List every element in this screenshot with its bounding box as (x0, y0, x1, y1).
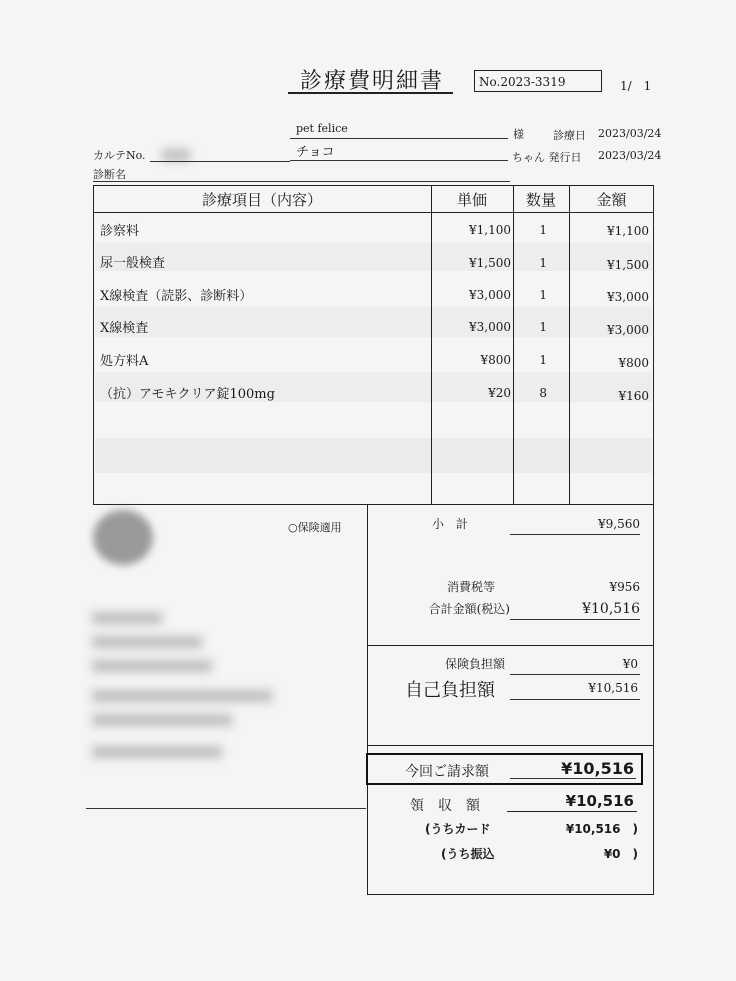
received-underline (507, 811, 637, 812)
received-label: 領 収 額 (410, 798, 480, 814)
received-value: ¥10,516 (565, 792, 634, 810)
column-header-item: 診療項目（内容） (201, 191, 322, 209)
insurance-label: 保険負担額 (444, 657, 505, 671)
row-item: X線検査 (100, 321, 149, 336)
diagnosis-label: 診断名 (93, 168, 126, 181)
row-price: ¥20 (488, 386, 511, 400)
summary-divider (367, 745, 654, 746)
clinic-info-redacted (92, 714, 232, 726)
signature-line (86, 808, 366, 809)
sama-label: 様 (513, 128, 524, 141)
row-amount: ¥3,000 (607, 290, 649, 304)
row-item: 処方料A (100, 354, 149, 369)
karte-number-redacted (162, 149, 190, 161)
row-qty: 1 (539, 223, 547, 237)
clinic-stamp-redacted (93, 510, 153, 565)
clinic-info-redacted (92, 660, 212, 672)
self-pay-value: ¥10,516 (588, 681, 638, 695)
exam-date-label: 診療日 (553, 129, 586, 142)
column-header-price: 単価 (456, 191, 487, 209)
chan-issue-label: ちゃん 発行日 (512, 151, 582, 164)
row-amount: ¥1,100 (607, 224, 649, 238)
document-title: 診療費明細書 (300, 69, 445, 94)
row-price: ¥3,000 (469, 320, 511, 334)
row-item: 診察料 (100, 224, 140, 239)
diagnosis-underline (93, 181, 510, 182)
bill-underline (510, 778, 636, 779)
page-number: 1/ 1 (620, 79, 652, 93)
row-qty: 1 (539, 288, 547, 302)
title-underline (288, 92, 453, 94)
row-item: X線検査（読影、診断料） (100, 289, 253, 304)
row-amount: ¥160 (618, 389, 649, 403)
row-amount: ¥1,500 (607, 258, 649, 272)
clinic-info-redacted (92, 636, 202, 648)
row-qty: 1 (539, 320, 547, 334)
insurance-underline (510, 674, 640, 675)
subtotal-value: ¥9,560 (598, 517, 640, 531)
self-pay-underline (510, 699, 640, 700)
bill-value: ¥10,516 (561, 759, 634, 778)
clinic-info-redacted (92, 612, 162, 624)
bill-label: 今回ご請求額 (405, 764, 489, 780)
document-number: No.2023-3319 (474, 70, 602, 92)
row-price: ¥800 (480, 353, 511, 367)
patient-underline (290, 160, 508, 161)
karte-label: カルテNo. (93, 149, 146, 162)
row-amount: ¥800 (618, 356, 649, 370)
clinic-underline (290, 138, 508, 139)
clinic-info-redacted (92, 690, 272, 702)
row-qty: 1 (539, 353, 547, 367)
tax-label: 消費税等 (446, 580, 495, 594)
card-value: ¥10,516 ) (565, 822, 638, 836)
row-price: ¥3,000 (469, 288, 511, 302)
total-value: ¥10,516 (582, 601, 640, 617)
row-item: （抗）アモキクリア錠100mg (100, 387, 275, 402)
transfer-label: (うち振込 (441, 847, 495, 861)
issue-date: 2023/03/24 (598, 149, 662, 162)
total-label: 合計金額(税込) (428, 602, 510, 616)
row-item: 尿一般検査 (100, 256, 166, 271)
exam-date: 2023/03/24 (598, 127, 662, 140)
total-underline (510, 619, 640, 620)
row-qty: 8 (539, 386, 547, 400)
patient-name: チョコ (296, 145, 335, 160)
clinic-info-redacted (92, 746, 222, 758)
insurance-note: ○保険適用 (288, 521, 342, 534)
self-pay-label: 自己負担額 (405, 680, 495, 701)
card-label: (うちカード (425, 822, 491, 836)
subtotal-underline (510, 534, 640, 535)
clinic-name: pet felice (296, 122, 348, 135)
insurance-value: ¥0 (622, 657, 638, 671)
transfer-value: ¥0 ) (603, 847, 638, 861)
column-header-qty: 数量 (525, 191, 556, 209)
row-qty: 1 (539, 256, 547, 270)
summary-divider (367, 645, 654, 646)
row-price: ¥1,100 (469, 223, 511, 237)
subtotal-label: 小 計 (431, 517, 468, 531)
tax-value: ¥956 (609, 580, 640, 594)
column-header-amount: 金額 (596, 191, 627, 209)
row-price: ¥1,500 (469, 256, 511, 270)
row-amount: ¥3,000 (607, 323, 649, 337)
karte-underline (150, 161, 290, 162)
